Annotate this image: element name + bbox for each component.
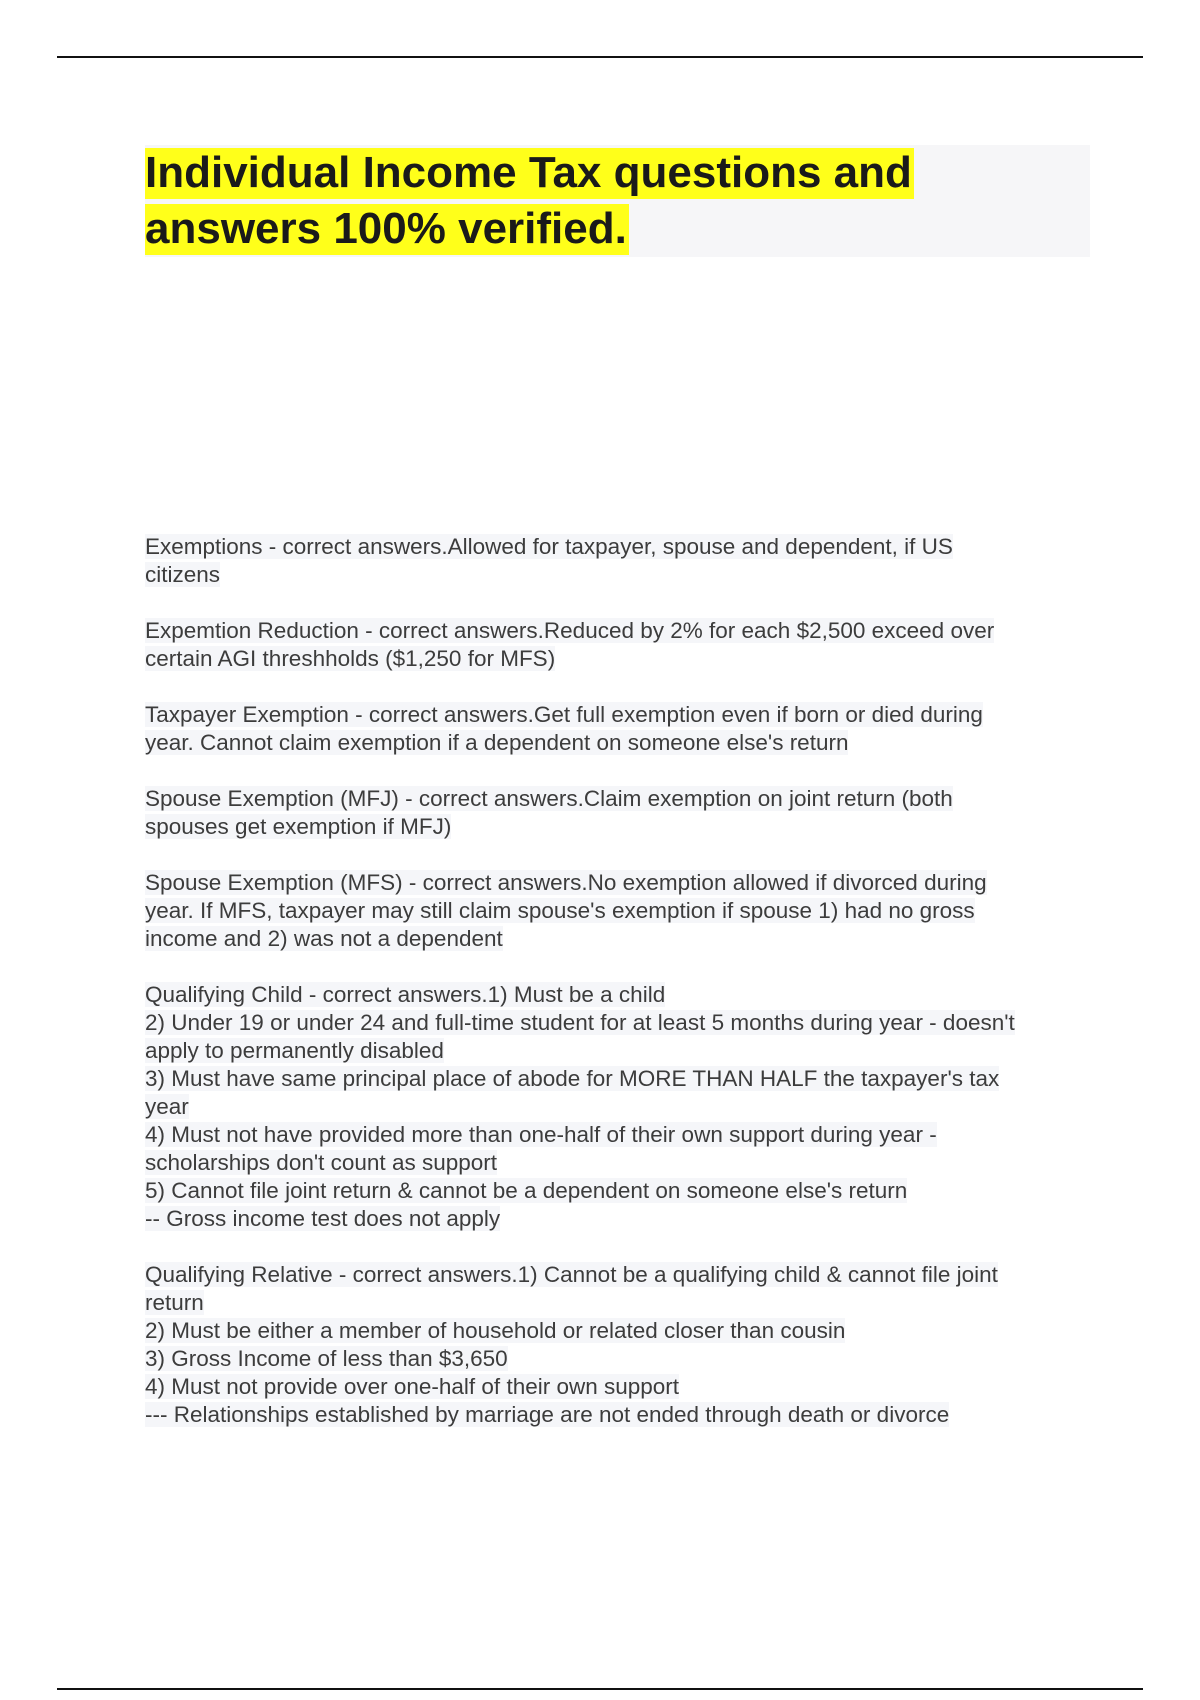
qa-line: 2) Under 19 or under 24 and full-time student for at least 5 months during year - doesn't xyxy=(145,1010,1015,1035)
qa-line: citizens xyxy=(145,562,221,587)
qa-line: certain AGI threshholds ($1,250 for MFS) xyxy=(145,646,556,671)
qa-line: 4) Must not have provided more than one-half of their own support during year - xyxy=(145,1122,937,1147)
qa-line: 2) Must be either a member of household or related closer than cousin xyxy=(145,1318,846,1343)
qa-line: Taxpayer Exemption - correct answers.Get full exemption even if born or died during xyxy=(145,702,983,727)
qa-line: year. Cannot claim exemption if a dependent on someone else's return xyxy=(145,730,849,755)
qa-item-exemptions xyxy=(145,533,1105,589)
qa-line: return xyxy=(145,1290,204,1315)
qa-item-qualifying-relative xyxy=(145,1261,1105,1429)
qa-line: Qualifying Relative - correct answers.1) Cannot be a qualifying child & cannot file joint xyxy=(145,1262,998,1287)
qa-item-exemption-reduction xyxy=(145,617,1105,673)
qa-item-spouse-exemption-mfj xyxy=(145,785,1105,841)
qa-list xyxy=(145,533,1105,1457)
qa-line: Spouse Exemption (MFJ) - correct answers.Claim exemption on joint return (both xyxy=(145,786,953,811)
qa-item-qualifying-child xyxy=(145,981,1105,1233)
qa-line: Exemptions - correct answers.Allowed for taxpayer, spouse and dependent, if US xyxy=(145,534,953,559)
qa-line: income and 2) was not a dependent xyxy=(145,926,503,951)
title-line: answers 100% verified. xyxy=(145,204,627,253)
qa-line: -- Gross income test does not apply xyxy=(145,1206,501,1231)
bottom-divider xyxy=(57,1688,1143,1690)
qa-line: year. If MFS, taxpayer may still claim spouse's exemption if spouse 1) had no gross xyxy=(145,898,975,923)
qa-line: Expemtion Reduction - correct answers.Reduced by 2% for each $2,500 exceed over xyxy=(145,618,995,643)
document-title xyxy=(145,145,1090,257)
qa-line: year xyxy=(145,1094,189,1119)
qa-line: apply to permanently disabled xyxy=(145,1038,444,1063)
qa-line: 4) Must not provide over one-half of their own support xyxy=(145,1374,680,1399)
qa-line: 3) Gross Income of less than $3,650 xyxy=(145,1346,508,1371)
qa-line: --- Relationships established by marriage are not ended through death or divorce xyxy=(145,1402,950,1427)
qa-line: Qualifying Child - correct answers.1) Must be a child xyxy=(145,982,666,1007)
title-line: Individual Income Tax questions and xyxy=(145,148,912,197)
title-block xyxy=(145,145,1090,257)
qa-item-spouse-exemption-mfs xyxy=(145,869,1105,953)
qa-line: Spouse Exemption (MFS) - correct answers.No exemption allowed if divorced during xyxy=(145,870,987,895)
qa-line: 5) Cannot file joint return & cannot be a dependent on someone else's return xyxy=(145,1178,908,1203)
top-divider xyxy=(57,56,1143,58)
qa-item-taxpayer-exemption xyxy=(145,701,1105,757)
qa-line: 3) Must have same principal place of abode for MORE THAN HALF the taxpayer's tax xyxy=(145,1066,1000,1091)
qa-line: spouses get exemption if MFJ) xyxy=(145,814,452,839)
qa-line: scholarships don't count as support xyxy=(145,1150,498,1175)
